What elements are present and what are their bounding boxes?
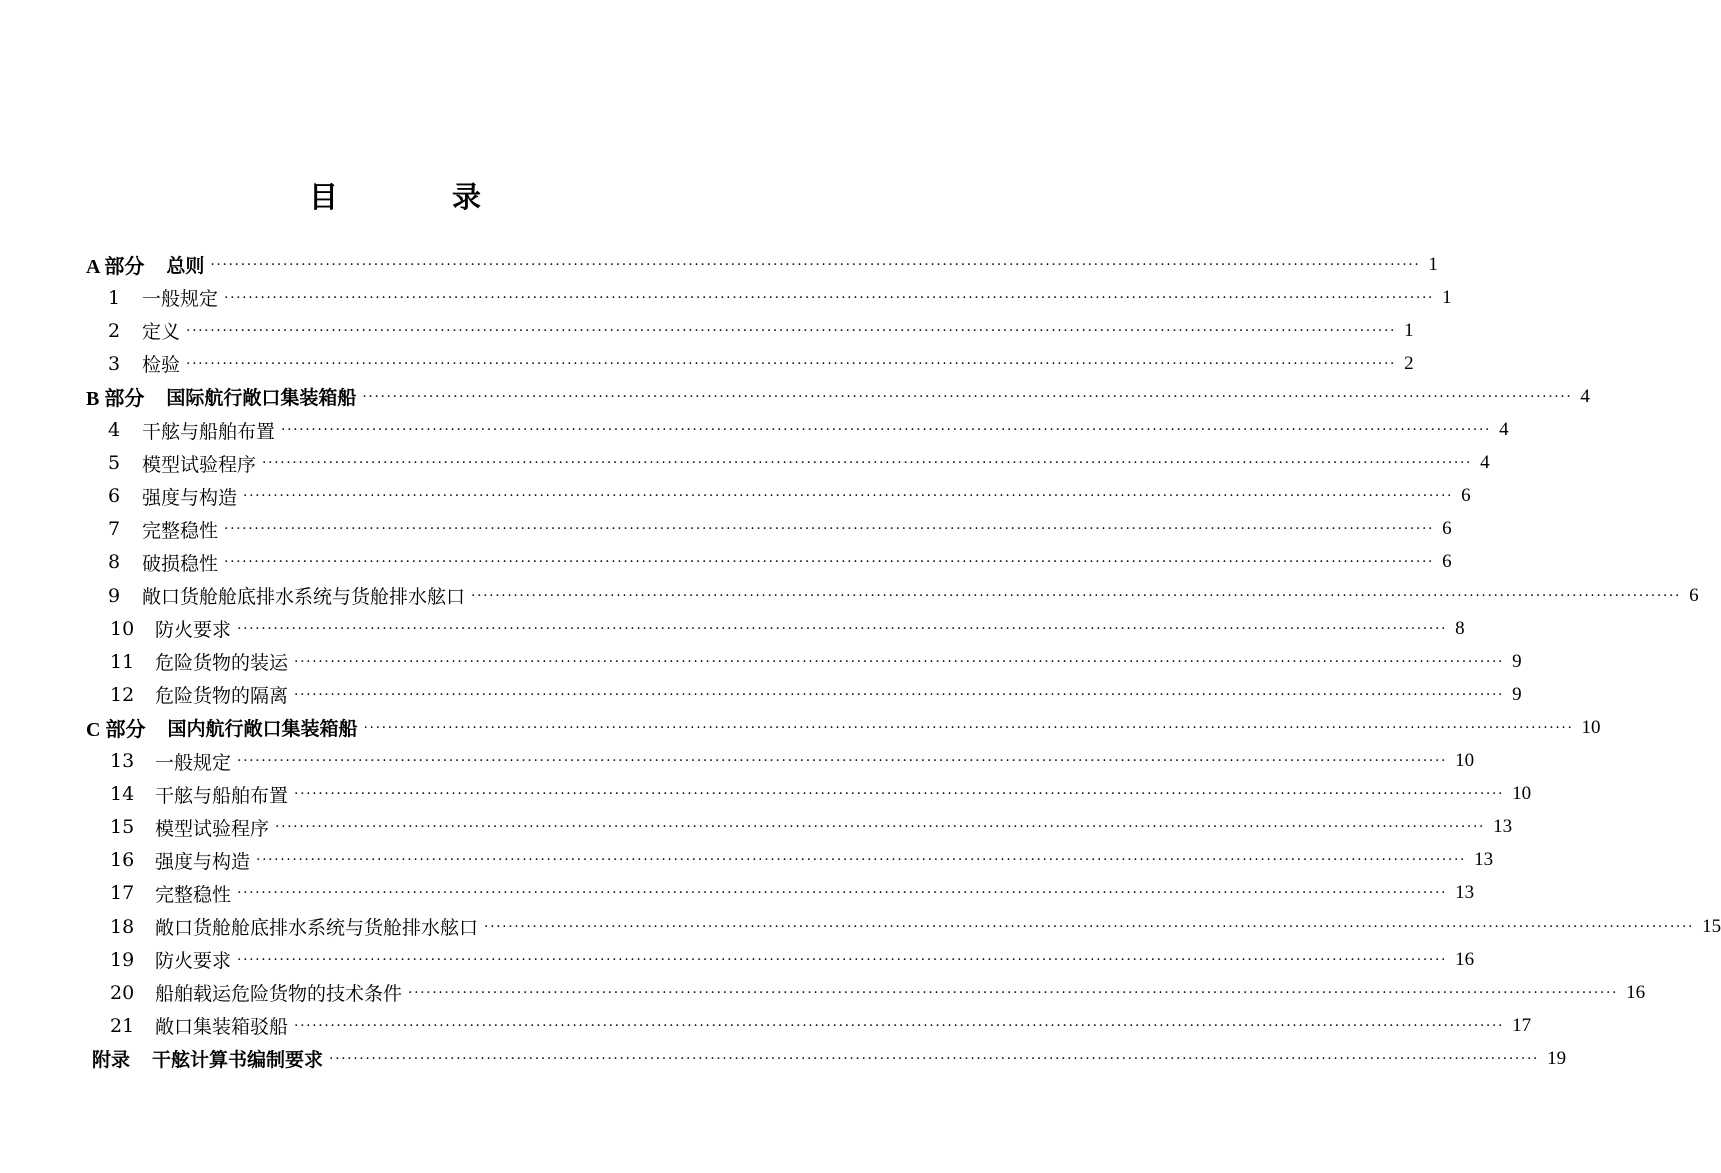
toc-entry-number: 7	[108, 518, 121, 541]
toc-entry-number: 附录	[92, 1049, 131, 1072]
toc-entry-label	[110, 814, 269, 841]
toc-entry-number: 10	[110, 617, 135, 640]
toc-entry[interactable]	[0, 976, 1646, 1009]
dot-leader: ········································································································································································································	[471, 587, 1682, 604]
toc-entry-title: 定义	[142, 321, 181, 344]
toc-entry-page: 10	[1581, 716, 1601, 738]
toc-entry-title: 敞口货舱舱底排水系统与货舱排水舷口	[155, 917, 479, 939]
toc-entry-number: 11	[110, 650, 135, 673]
toc-entry-title: 国际航行敞口集装箱船	[166, 387, 357, 410]
toc-entry-title: 检验	[142, 354, 181, 377]
dot-leader: ········································································································································································································	[224, 521, 1435, 538]
toc-entry-title: 干舷与船舶布置	[142, 420, 276, 443]
toc-entry-title: 一般规定	[142, 288, 219, 311]
toc-entry-number: 16	[110, 849, 135, 872]
dot-leader: ········································································································································································································	[237, 753, 1448, 769]
toc-entry-title: 模型试验程序	[155, 817, 270, 840]
toc-entry[interactable]	[0, 248, 1438, 281]
toc-entry-page: 17	[1512, 1014, 1532, 1036]
toc-entry-number: 21	[110, 1014, 135, 1037]
toc-entry-number: C 部分	[86, 719, 146, 742]
toc-entry[interactable]	[0, 380, 1590, 413]
toc-entry[interactable]	[0, 347, 1414, 380]
dot-leader: ········································································································································································································	[275, 819, 1486, 836]
dot-leader: ········································································································································································································	[237, 620, 1448, 637]
dot-leader: ········································································································································································································	[237, 951, 1448, 968]
dot-leader: ········································································································································································································	[329, 1050, 1540, 1067]
toc-entry-number: 20	[110, 981, 135, 1004]
toc-entry-page: 4	[1499, 419, 1509, 440]
toc-entry-label	[92, 1045, 323, 1072]
toc-entry-label	[108, 450, 256, 477]
toc-entry-title: 国内航行敞口集装箱船	[167, 718, 358, 741]
toc-entry-title: 干舷与船舶布置	[155, 784, 289, 807]
toc-entry-label	[110, 615, 231, 642]
toc-entry-label	[108, 582, 465, 609]
toc-entry-label	[110, 648, 288, 675]
toc-entry-page: 10	[1455, 750, 1475, 771]
toc-entry-label	[110, 946, 231, 973]
dot-leader: ········································································································································································································	[243, 488, 1454, 505]
toc-entry-number: 13	[110, 750, 135, 772]
toc-entry-title: 一般规定	[155, 751, 232, 774]
toc-entry[interactable]	[0, 844, 1494, 877]
toc-entry-page: 4	[1580, 385, 1590, 407]
page-title: 目 录	[308, 180, 534, 214]
toc-entry-title: 完整稳性	[142, 519, 219, 542]
toc-entry[interactable]	[0, 414, 1509, 447]
dot-leader: ········································································································································································································	[262, 455, 1473, 472]
toc-entry-page: 6	[1442, 518, 1452, 540]
toc-entry-label	[108, 350, 180, 377]
toc-entry-label	[108, 516, 218, 543]
dot-leader: ········································································································································································································	[210, 256, 1421, 273]
toc-entry-title: 船舶载运危险货物的技术条件	[155, 983, 403, 1006]
toc-entry-page: 9	[1512, 683, 1522, 705]
toc-entry[interactable]	[0, 678, 1522, 711]
toc-entry-number: 12	[110, 683, 135, 706]
dot-leader: ········································································································································································································	[186, 355, 1397, 372]
toc-entry-label	[110, 979, 402, 1006]
toc-entry-title: 防火要求	[155, 950, 232, 973]
toc-entry-label	[108, 284, 218, 311]
toc-entry-label	[110, 781, 288, 808]
toc-entry-number: 9	[108, 584, 121, 607]
toc-entry-number: 3	[108, 352, 121, 375]
toc-entry-number: 17	[110, 882, 135, 905]
toc-entry-number: 19	[110, 948, 135, 971]
toc-entry-title: 危险货物的隔离	[155, 685, 289, 708]
toc-entry-page: 1	[1442, 286, 1452, 308]
toc-entry-label	[108, 549, 218, 576]
toc-entry-title: 完整稳性	[155, 883, 232, 906]
dot-leader: ········································································································································································································	[224, 554, 1435, 571]
toc-entry[interactable]	[0, 711, 1601, 744]
toc-entry[interactable]	[0, 745, 1475, 778]
toc-entry-page: 6	[1689, 584, 1699, 606]
toc-entry-label	[108, 417, 275, 444]
toc-entry-page: 1	[1428, 253, 1438, 275]
dot-leader: ········································································································································································································	[484, 918, 1695, 935]
toc-entry-title: 破损稳性	[142, 552, 219, 575]
toc-entry[interactable]	[0, 778, 1532, 811]
dot-leader: ········································································································································································································	[186, 322, 1397, 339]
toc-entry-title: 防火要求	[155, 619, 232, 642]
toc-entry[interactable]	[0, 1042, 1567, 1075]
toc-entry-label	[110, 1012, 288, 1039]
toc-entry-title: 强度与构造	[142, 486, 238, 509]
toc-entry-number: 14	[110, 783, 135, 806]
dot-leader: ········································································································································································································	[294, 1017, 1505, 1034]
toc-entry-page: 10	[1512, 783, 1532, 805]
toc-entry[interactable]	[0, 1009, 1532, 1042]
toc-entry-page: 8	[1455, 617, 1465, 639]
toc-entry-title: 总则	[166, 255, 205, 277]
toc-entry-label	[86, 250, 204, 279]
toc-entry-number: 5	[108, 452, 121, 475]
toc-entry-page: 13	[1474, 849, 1494, 871]
toc-entry[interactable]	[0, 910, 1721, 943]
toc-entry-label	[86, 713, 357, 742]
toc-entry-page: 4	[1480, 452, 1490, 474]
toc-entry-title: 模型试验程序	[142, 453, 257, 476]
toc-entry[interactable]	[0, 546, 1452, 579]
toc-entry-label	[110, 748, 231, 775]
toc-entry[interactable]	[0, 645, 1522, 678]
toc-entry[interactable]	[0, 513, 1452, 546]
dot-leader: ········································································································································································································	[281, 422, 1492, 438]
toc-entry-number: 2	[108, 319, 121, 342]
toc-entry[interactable]	[0, 811, 1513, 844]
toc-entry-page: 6	[1442, 551, 1452, 573]
dot-leader: ········································································································································································································	[237, 885, 1448, 902]
toc-entry-page: 6	[1461, 485, 1471, 507]
toc-entry-page: 9	[1512, 650, 1522, 672]
toc-entry[interactable]	[0, 612, 1465, 645]
dot-leader: ········································································································································································································	[362, 388, 1573, 405]
toc-entry-page: 16	[1626, 981, 1646, 1003]
dot-leader: ········································································································································································································	[294, 786, 1505, 803]
dot-leader: ········································································································································································································	[294, 653, 1505, 670]
toc-entry-number: B 部分	[86, 388, 145, 411]
toc-entry-title: 敞口货舱舱底排水系统与货舱排水舷口	[142, 586, 466, 608]
toc-entry-page: 13	[1455, 882, 1475, 904]
toc-entry-title: 强度与构造	[155, 850, 251, 873]
toc-entry[interactable]	[0, 447, 1490, 480]
toc-entry-label	[110, 847, 250, 874]
toc-entry-label	[110, 681, 288, 708]
toc-entry-title: 危险货物的装运	[155, 652, 289, 675]
toc-entry[interactable]	[0, 314, 1414, 347]
toc-entry-number: 1	[108, 286, 121, 309]
dot-leader: ········································································································································································································	[408, 984, 1619, 1001]
toc-entry-number: 18	[110, 915, 135, 938]
toc-entry-page: 1	[1404, 319, 1414, 341]
dot-leader: ········································································································································································································	[363, 719, 1574, 736]
toc-entry-label	[110, 913, 478, 940]
toc-entry-label	[86, 382, 356, 411]
toc-entry-page: 2	[1404, 352, 1414, 374]
toc-entry-title: 干舷计算书编制要求	[152, 1049, 324, 1072]
dot-leader: ········································································································································································································	[224, 289, 1435, 306]
dot-leader: ········································································································································································································	[294, 686, 1505, 703]
toc-entry-label	[108, 483, 237, 510]
toc-entry-number: 4	[108, 419, 121, 441]
toc-entry[interactable]	[0, 943, 1475, 976]
toc-entry-page: 16	[1455, 948, 1475, 970]
toc-entry-number: 8	[108, 551, 121, 574]
toc-entry-page: 15	[1702, 915, 1721, 937]
toc-entry[interactable]	[0, 281, 1452, 314]
toc-entry[interactable]	[0, 579, 1699, 612]
toc-entry-number: 15	[110, 816, 135, 839]
toc-entry-label	[110, 880, 231, 907]
toc-entry-number: 6	[108, 485, 121, 508]
toc-entry[interactable]	[0, 480, 1471, 513]
dot-leader: ········································································································································································································	[256, 852, 1467, 869]
toc-entry-page: 13	[1493, 816, 1513, 838]
toc-entry-number: A 部分	[86, 256, 145, 278]
toc-entry-title: 敞口集装箱驳船	[155, 1016, 289, 1039]
toc-entry[interactable]	[0, 877, 1475, 910]
toc-entry-page: 19	[1547, 1047, 1567, 1069]
toc-entry-label	[108, 317, 180, 344]
